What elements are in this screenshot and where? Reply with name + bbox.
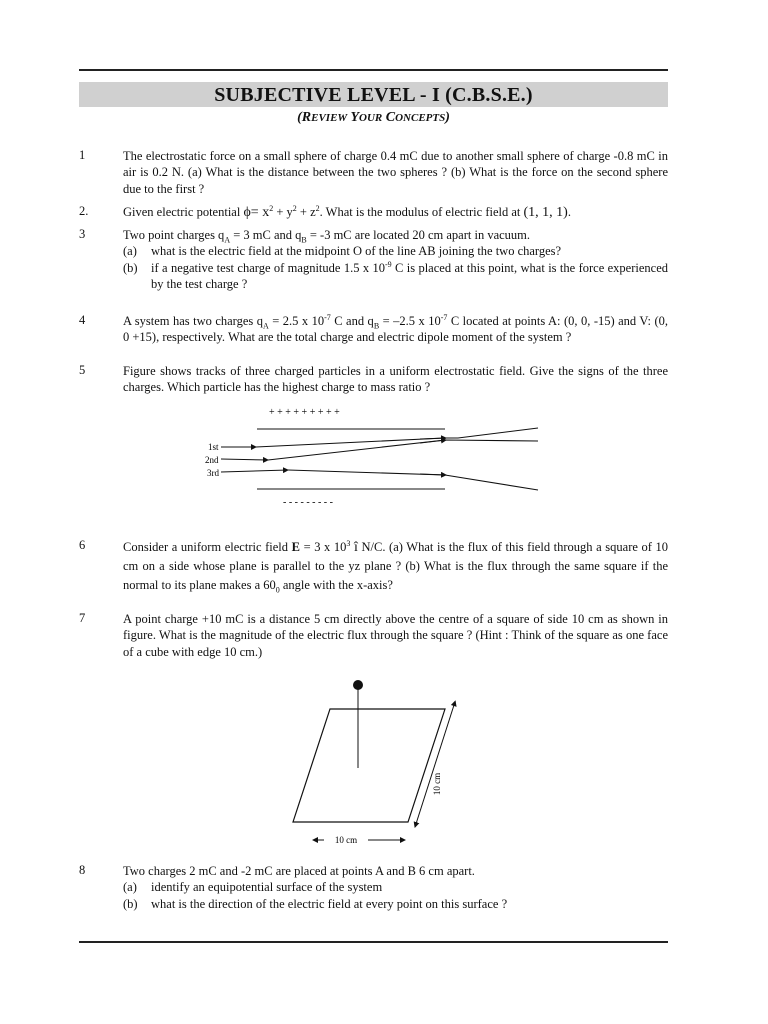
question-text: Figure shows tracks of three charged particles in a uniform electrostatic field. Give the signs of the three charges. Which particle has the highest charge to mass ratio ?	[123, 364, 668, 395]
side-dimension-label: 10 cm	[432, 772, 442, 796]
bottom-dimension-label: 10 cm	[334, 835, 358, 845]
track-1	[256, 428, 538, 447]
square-charge-figure	[280, 672, 470, 852]
question-number: 6	[79, 538, 86, 552]
page-subtitle: (REVIEW YOUR CONCEPTS)	[297, 110, 450, 125]
question-number: 2.	[79, 204, 89, 218]
track-label-2nd: 2nd	[205, 455, 219, 465]
track-label-3rd: 3rd	[207, 468, 219, 478]
question-text: Two point charges $q_A = 3$ mC and $q_B = -3$ mC are located 20 cm apart in vacuum. (a) what is the electric field at the midpoint O of the line AB joining the two charges? (b) if a negative test charge of magnitude 1.5 x $10^{-9}$ C is placed at this point, what is the force experienced by the test charge ?	[123, 228, 668, 292]
negative-plate-signs: - - - - - - - - -	[283, 497, 333, 508]
question-text: Given electric potential $\phi= x^2 + y^2 + z^2$. What is the modulus of electric field at (1, 1, 1).	[123, 203, 571, 220]
sub-part-b: (b) if a negative test charge of magnitude 1.5 x $10^{-9}$ C is placed at this point, what is the force experienced by the test charge ?	[123, 259, 668, 292]
question-text: The electrostatic force on a small sphere of charge 0.4 mC due to another small sphere of charge -0.8 mC in air is 0.2 N. (a) What is the distance between the two spheres ? (b) What is the force on the second sphere due to the first ?	[123, 149, 668, 196]
top-rule	[79, 69, 668, 71]
question-text: Two charges 2 mC and -2 mC are placed at points A and B 6 cm apart. (a) identify an equipotential surface of the system (b) what is the direction of the electric field at every point on this surface ?	[123, 863, 668, 912]
bottom-rule	[79, 941, 668, 943]
question-text: Consider a uniform electric field E = 3 x $10^3$ î N/C. (a) What is the flux of this field through a square of 10 cm on a side whose plane is parallel to the yz plane ? (b) What is the flux through the same square if the normal to its plane makes a $60_0$ angle with the x-axis?	[123, 538, 669, 595]
question-number: 1	[79, 148, 86, 162]
question-text: A point charge +10 mC is a distance 5 cm directly above the centre of a square of side 10 cm as shown in figure. What is the magnitude of the electric flux through the square ? (Hint : Think of the square as one face of a cube with edge 10 cm.)	[123, 612, 668, 659]
track-3	[288, 470, 538, 490]
sub-part-b: (b) what is the direction of the electric field at every point on this surface ?	[123, 896, 508, 911]
page-title: SUBJECTIVE LEVEL - I (C.B.S.E.)	[79, 82, 668, 107]
question-number: 8	[79, 863, 86, 877]
question-number: 5	[79, 363, 86, 377]
question-text: A system has two charges $q_A = 2.5$ x $10^{-7}$ C and $q_B = -2.5$ x $10^{-7}$ C located at points A: (0, 0, -15) and V: (0, 0 +15), respectively. What are the total charge and electric dipole moment of the system ?	[123, 312, 668, 345]
question-number: 7	[79, 611, 86, 625]
question-number: 4	[79, 313, 86, 327]
positive-plate-signs: + + + + + + + + +	[269, 407, 340, 418]
track-2	[268, 440, 538, 460]
question-number: 3	[79, 227, 86, 241]
particle-tracks-figure	[190, 402, 560, 512]
track-label-1st: 1st	[208, 442, 219, 452]
sub-part-a: (a) what is the electric field at the midpoint O of the line AB joining the two charges?	[123, 244, 562, 259]
sub-part-a: (a) identify an equipotential surface of the system	[123, 880, 383, 895]
side-dimension	[415, 705, 454, 827]
